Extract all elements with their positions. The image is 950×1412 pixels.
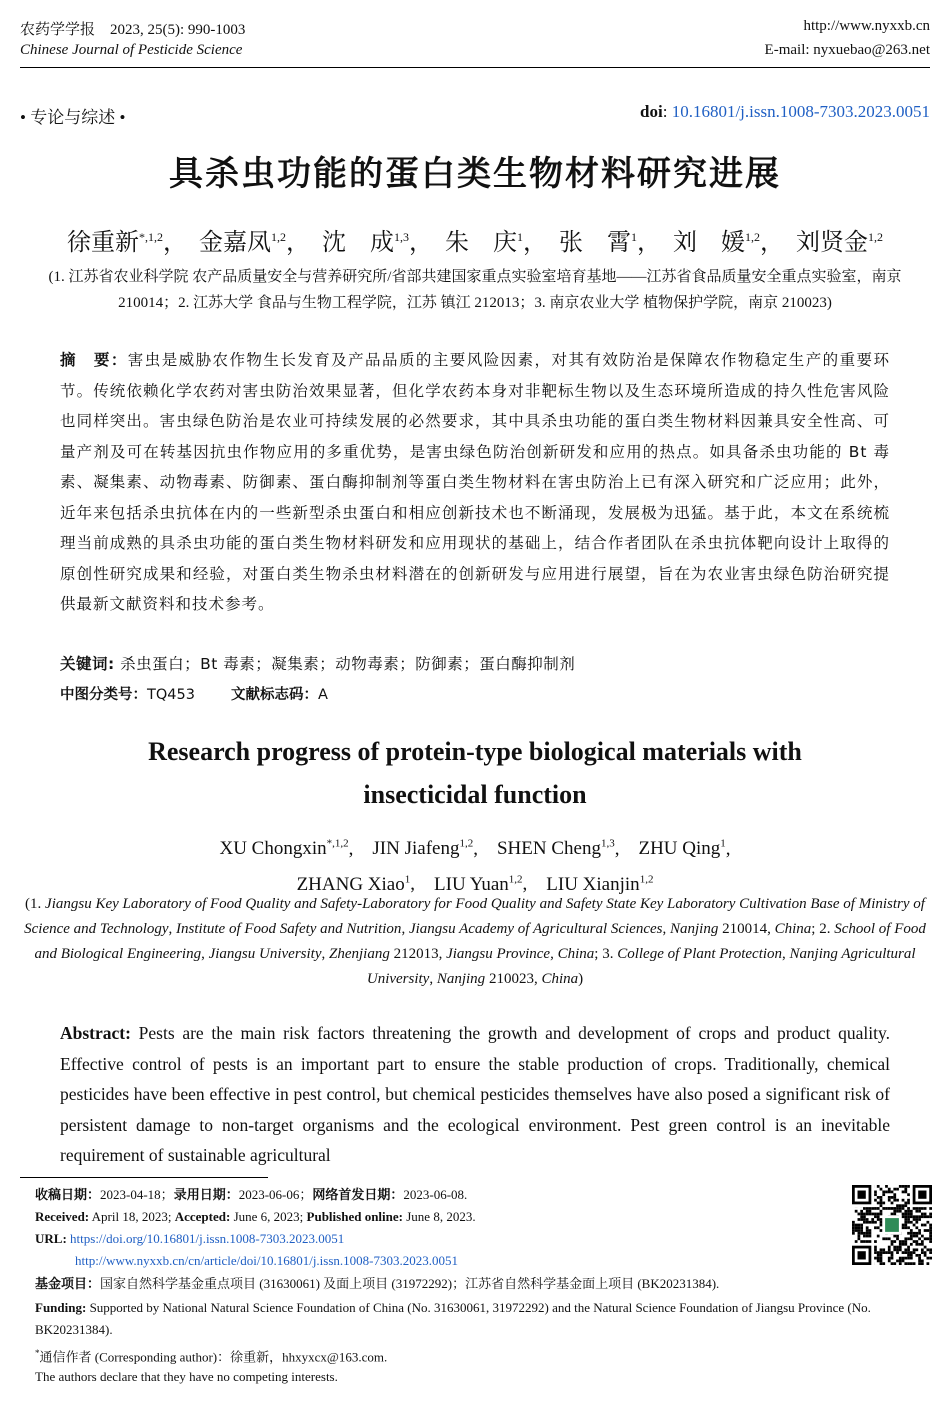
author-en1-1: [372, 838, 473, 859]
author-name: LIU Xianjin: [546, 873, 640, 895]
url-label: URL:: [35, 1231, 67, 1246]
affiliation-en-segment: ; 2.: [811, 921, 835, 937]
received-cn-date: 2023-04-18；: [100, 1187, 174, 1202]
affiliation-en-segment: ,: [550, 946, 558, 962]
header-divider: [20, 67, 930, 68]
affiliation-en-segment: ,: [168, 921, 177, 937]
authors-cn: 徐重新$^{*,1,2}$， 金嘉凤$^{1,2}$， 沈 成$^{1,3}$， 朱 庆$^1$， 张 霄$^1$， 刘 媛$^{1,2}$， 刘贤金$^{1,2}$: [67, 228, 883, 256]
affiliation-en-segment: ; 3.: [594, 946, 618, 962]
doi-link[interactable]: 10.16801/j.issn.1008-7303.2023.0051: [671, 102, 930, 121]
received-en-label: Received:: [35, 1209, 90, 1224]
section-label: • 专论与综述 •: [20, 108, 126, 127]
author-cn-5: [673, 228, 760, 256]
affiliation-en-segment: 212013,: [389, 946, 447, 962]
abstract-en-text: Pests are the main risk factors threatening the growth and development of crops and product quality. Effective control of pests is an important part to ensure the stable production of crops. Traditionally, chemical pesticides have been effective in pest control, but chemical pesticides themselves have also posed a significant risk of persistent damage to non-target organisms and the ecological environment. Pest green control is an inevitable requirement of sustainable agricultural: [60, 1023, 890, 1165]
journal-website-link[interactable]: http://www.nyxxb.cn: [803, 18, 930, 34]
abstract-cn-label: 摘 要：: [60, 351, 128, 369]
author-name: ZHU Qing: [638, 838, 721, 860]
author-cn-6: [796, 228, 883, 256]
dates-en: [35, 1206, 930, 1228]
author-name: LIU Yuan: [434, 873, 509, 895]
accepted-en-date: June 6, 2023;: [230, 1209, 307, 1224]
affiliation-en-segment: Jiangsu University: [208, 946, 322, 962]
abstract-cn: [60, 345, 890, 620]
author-affil-sup: 1: [404, 873, 411, 886]
accepted-en-label: Accepted:: [174, 1209, 231, 1224]
title-cn: 具杀虫功能的蛋白类生物材料研究进展: [169, 154, 781, 194]
classification-line: [60, 683, 328, 704]
corresponding-text: 通信作者 (Corresponding author)：徐重新，hhxyxcx@163.com.: [39, 1349, 388, 1365]
keywords-cn-label: 关键词:: [60, 655, 115, 673]
affiliation-en-segment: Institute of Food Safety and Nutrition: [176, 921, 402, 937]
author-name: JIN Jiafeng: [372, 838, 460, 860]
author-name: 沈 成: [322, 228, 394, 256]
authors-en: XU Chongxin$^{*,1,2}$, JIN Jiafeng$^{1,2}$, SHEN Cheng$^{1,3}$, ZHU Qing$^1$, ZHANG Xiao$^1$, LIU Yuan$^{1,2}$, LIU Xianjin$^{1,2}$: [219, 838, 731, 895]
affiliation-en-segment: ,: [321, 946, 329, 962]
author-cn-4: [559, 228, 637, 256]
affiliation-en-segment: Jiangsu Academy of Agricultural Sciences: [408, 921, 663, 937]
author-cn-3: [445, 228, 523, 256]
author-name: 徐重新: [67, 228, 139, 256]
author-name: ZHANG Xiao: [296, 873, 405, 895]
qr-code-icon[interactable]: [852, 1185, 932, 1265]
affiliation-en-segment: ,: [401, 921, 409, 937]
url-line-2: [75, 1250, 835, 1272]
title-en-line2: insecticidal function: [363, 780, 587, 809]
journal-header-cn: 农药学学报 2023, 25(5): 990-1003: [20, 22, 246, 38]
online-cn-label: 网络首发日期：: [312, 1187, 404, 1202]
author-name: 张 霄: [559, 228, 631, 256]
funding-en: [35, 1297, 930, 1341]
affiliation-en-segment: Zhenjiang: [329, 946, 390, 962]
doi-url-link[interactable]: https://doi.org/10.16801/j.issn.1008-7303.2023.0051: [70, 1231, 345, 1246]
doi-label: doi: [640, 102, 663, 121]
author-affil-sup: 1: [631, 230, 637, 244]
abstract-en: [60, 1018, 890, 1171]
author-cn-1: [199, 228, 286, 256]
affiliation-en-segment: 210014,: [718, 921, 775, 937]
affiliation-en-segment: ): [578, 971, 584, 987]
abstract-en-label: Abstract:: [60, 1023, 131, 1043]
keywords-cn-text: 杀虫蛋白；Bt 毒素；凝集素；动物毒素；防御素；蛋白酶抑制剂: [114, 655, 576, 673]
accepted-cn-label: 录用日期：: [173, 1187, 239, 1202]
author-affil-sup: 1,2: [459, 838, 474, 850]
funding-cn-text: 国家自然科学基金重点项目 (31630061) 及面上项目 (31972292)；江苏省自然科学基金面上项目 (BK20231384).: [100, 1276, 720, 1291]
received-cn-label: 收稿日期：: [35, 1187, 101, 1202]
affiliation-en-segment: Jiangsu Key Laboratory of Food Quality and Safety-Laboratory for Food Quality and Safety State Key Laboratory Cultivation Base of Ministry of Science and Technology: [24, 896, 925, 937]
author-en1-2: [497, 838, 615, 859]
affiliation-en-segment: China: [774, 921, 812, 937]
author-affil-sup: 1,2: [271, 230, 286, 244]
author-affil-sup: 1,2: [508, 873, 523, 886]
online-en-date: June 8, 2023.: [402, 1209, 476, 1224]
affiliation-en-segment: School of Food and Biological Engineering: [34, 921, 926, 962]
title-en: [0, 730, 950, 816]
author-affil-sup: 1: [720, 838, 726, 850]
author-cn-0: [67, 228, 163, 256]
doc-code-label: 文献标志码：: [230, 687, 318, 703]
author-en1-0: [219, 838, 348, 859]
affiliation-en-segment: ,: [429, 971, 437, 987]
author-name: SHEN Cheng: [496, 838, 601, 860]
author-name: 朱 庆: [445, 228, 517, 256]
accepted-cn-date: 2023-06-06；: [238, 1187, 313, 1202]
author-affil-sup: 1,3: [394, 230, 409, 244]
abstract-cn-text: 害虫是威胁农作物生长发育及产品品质的主要风险因素，对其有效防治是保障农作物稳定生产的重要环节。传统依赖化学农药对害虫防治效果显著，但化学农药本身对非靶标生物以及生态环境所造成的持久性危害风险也同样突出。害虫绿色防治是农业可持续发展的必然要求，其中具杀虫功能的蛋白类生物材料因兼具安全性高、可量产剂及可在转基因抗虫作物应用的多重优势，是害虫绿色防治创新研发和应用的热点。如具备杀虫功能的 Bt 毒素、凝集素、动物毒素、防御素、蛋白酶抑制剂等蛋白类生物材料在害虫防治上已有深入研究和广泛应用；此外，近年来包括杀虫抗体在内的一些新型杀虫蛋白和相应创新技术也不断涌现，发展极为迅猛。基于此，本文在系统梳理当前成熟的具杀虫功能的蛋白类生物材料研发和应用现状的基础上，结合作者团队在杀虫抗体靶向设计上取得的原创性研究成果和经验，对蛋白类生物杀虫材料潜在的创新研发与应用进行展望，旨在为农业害虫绿色防治研究提供最新文献资料和技术参考。: [60, 351, 890, 613]
received-en-date: April 18, 2023;: [89, 1209, 175, 1224]
affiliation-en: [20, 892, 930, 992]
author-affil-sup: 1,2: [868, 230, 883, 244]
funding-cn: [35, 1273, 930, 1295]
author-affil-sup: 1: [517, 230, 523, 244]
affiliation-en-segment: ,: [662, 921, 670, 937]
dates-cn: [35, 1184, 930, 1206]
affiliation-en-segment: Nanjing: [670, 921, 719, 937]
author-cn-2: [322, 228, 409, 256]
corresponding-author: [35, 1342, 930, 1368]
url-line-1: [35, 1228, 930, 1250]
title-en-line1: Research progress of protein-type biological materials with: [148, 737, 802, 766]
author-name: XU Chongxin: [219, 838, 327, 860]
affiliation-en-segment: Nanjing Agricultural University: [366, 946, 916, 987]
journal-email[interactable]: E-mail: nyxuebao@263.net: [764, 42, 930, 58]
journal-header-en: Chinese Journal of Pesticide Science: [20, 42, 243, 58]
author-affil-sup: *,1,2: [326, 838, 349, 850]
author-name: 金嘉凤: [199, 228, 271, 256]
affiliation-en-segment: Jiangsu Province: [446, 946, 551, 962]
doc-code-value: A: [317, 687, 328, 703]
affiliation-en-segment: ,: [201, 946, 209, 962]
funding-en-label: Funding:: [35, 1300, 87, 1315]
author-affil-sup: 1,3: [600, 838, 615, 850]
clc-value: TQ453: [147, 687, 195, 703]
affiliation-en-segment: Nanjing: [436, 971, 486, 987]
doi-line: doi: 10.16801/j.issn.1008-7303.2023.0051: [640, 102, 930, 121]
funding-cn-label: 基金项目：: [35, 1276, 101, 1291]
author-name: 刘贤金: [796, 228, 868, 256]
article-url-link[interactable]: http://www.nyxxb.cn/cn/article/doi/10.16801/j.issn.1008-7303.2023.0051: [75, 1253, 458, 1268]
affiliation-en-segment: 210023,: [485, 971, 542, 987]
competing-interests: The authors declare that they have no competing interests.: [35, 1369, 338, 1384]
affiliation-en-segment: (1.: [25, 896, 46, 912]
affiliation-en-segment: ,: [782, 946, 790, 962]
author-name: 刘 媛: [673, 228, 745, 256]
author-affil-sup: 1,2: [639, 873, 654, 886]
affiliation-en-segment: China: [557, 946, 595, 962]
clc-label: 中图分类号：: [60, 687, 147, 703]
footnote-divider: [20, 1177, 268, 1178]
keywords-cn: [60, 652, 575, 674]
affiliation-en-segment: College of Plant Protection: [617, 946, 783, 962]
funding-en-text: Supported by National Natural Science Foundation of China (No. 31630061, 31972292) and the Natural Science Foundation of Jiangsu Province (No. BK20231384).: [35, 1300, 871, 1337]
author-affil-sup: *,1,2: [139, 230, 163, 244]
affiliation-en-segment: China: [541, 971, 579, 987]
corresponding-mark: *: [35, 1348, 40, 1358]
author-affil-sup: 1,2: [745, 230, 760, 244]
online-cn-date: 2023-06-08.: [403, 1187, 468, 1202]
online-en-label: Published online:: [306, 1209, 403, 1224]
affiliation-cn: (1. 江苏省农业科学院 农产品质量安全与营养研究所/省部共建国家重点实验室培育基地——江苏省食品质量安全重点实验室，南京 210014；2. 江苏大学 食品与生物工程学院，江苏 镇江 212013；3. 南京农业大学 植物保护学院，南京 210023): [48, 269, 902, 311]
author-en1-3: [638, 838, 725, 859]
